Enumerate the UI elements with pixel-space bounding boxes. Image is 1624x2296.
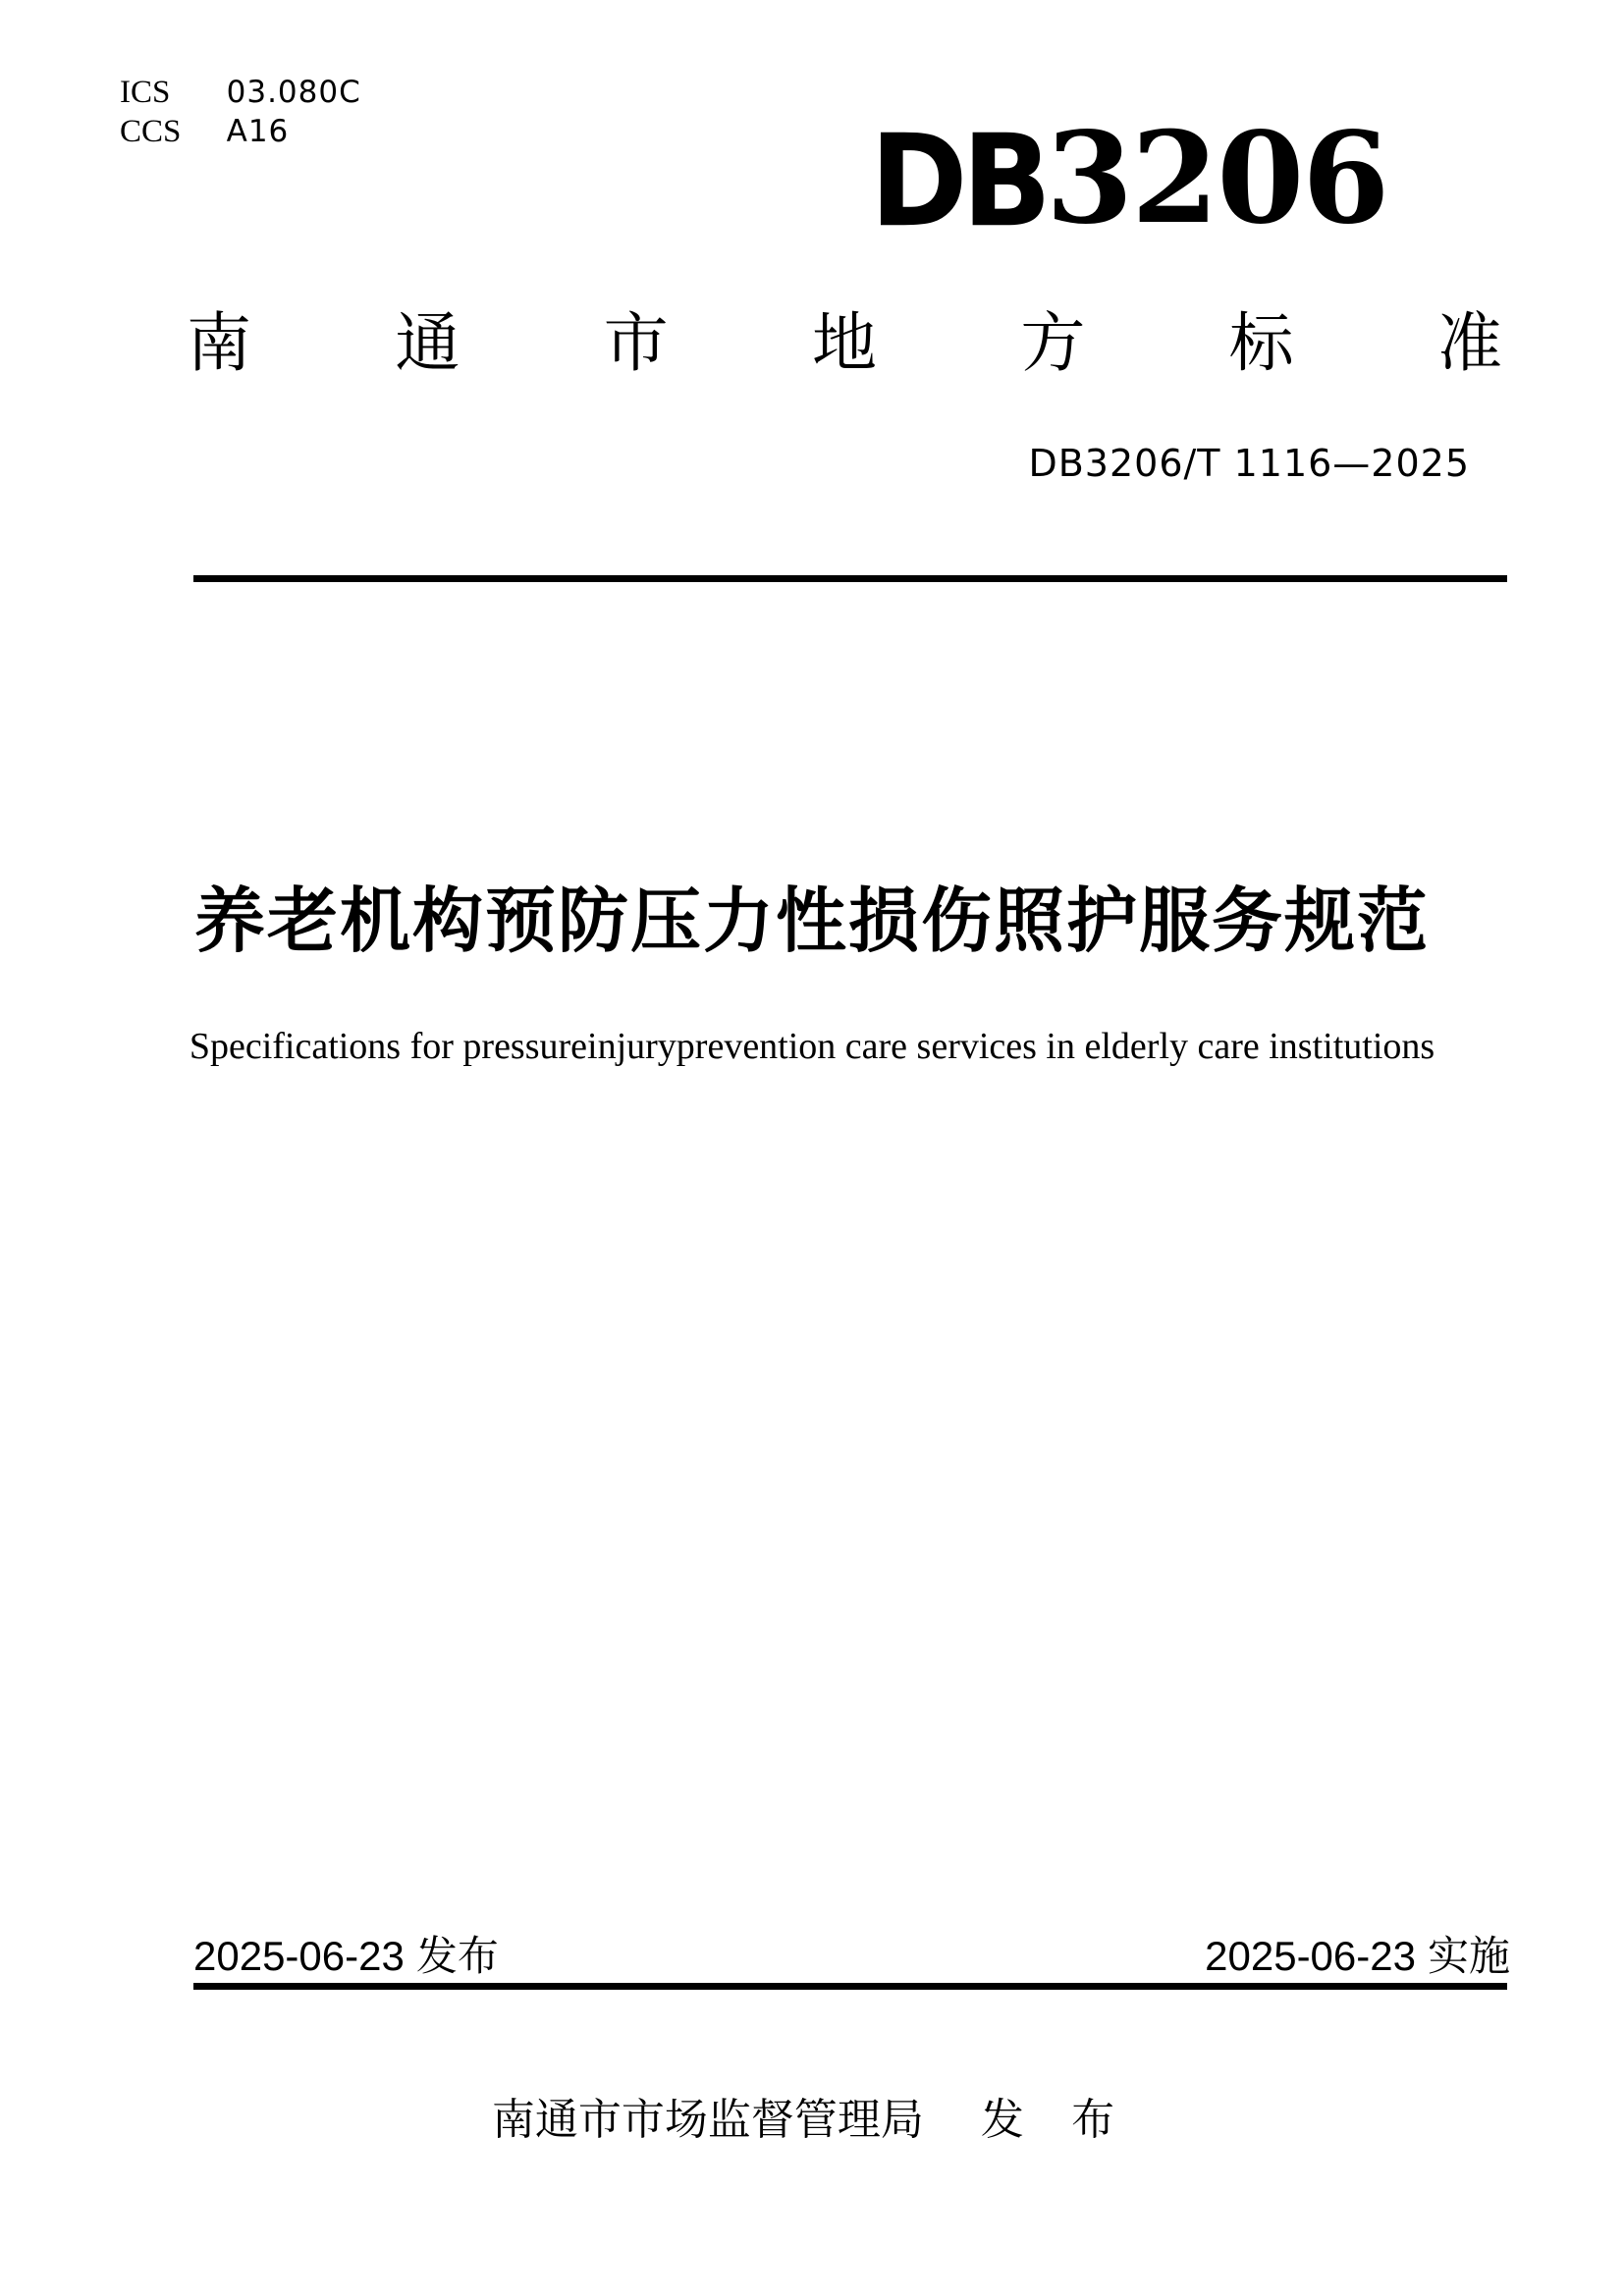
standard-type-char: 方: [1020, 308, 1086, 380]
publish-action-label: 发 布: [980, 2096, 1133, 2144]
issue-date-item: [193, 1933, 499, 1979]
bottom-rule-divider: [193, 1983, 1507, 1990]
ccs-code-row: [120, 112, 361, 151]
publisher-name: 南通市市场监督管理局: [491, 2096, 924, 2144]
db3206-logo: [870, 105, 1388, 256]
document-number: DB3206/T 1116—2025: [1028, 442, 1470, 485]
standard-type-char: 市: [603, 308, 669, 380]
ccs-value: A16: [226, 114, 290, 149]
implementation-date-item: [1205, 1933, 1510, 1979]
db3206-logo-prefix: DB: [870, 108, 1047, 256]
title-english: Specifications for pressureinjuryprevention care services in elderly care institutions: [189, 1026, 1435, 1067]
standard-type-char: 南: [187, 308, 251, 380]
ics-label: ICS: [120, 75, 171, 110]
standard-type-char: 地: [811, 308, 877, 380]
standard-type-heading: [187, 308, 1502, 380]
ics-code-row: [120, 73, 361, 112]
issue-date: 2025-06-23: [193, 1933, 405, 1979]
classification-codes: [120, 73, 361, 151]
db3206-logo-number: 3206: [1046, 105, 1388, 252]
dates-row: [193, 1933, 1510, 1979]
title-chinese: 养老机构预防压力性损伤照护服务规范: [193, 882, 1430, 961]
standard-type-char: 通: [395, 308, 460, 380]
issue-date-label: 发布: [415, 1933, 499, 1979]
implementation-date-label: 实施: [1427, 1933, 1510, 1979]
publisher-row: [154, 2096, 1470, 2144]
standard-type-char: 准: [1436, 308, 1502, 380]
top-rule-divider: [193, 575, 1507, 582]
ccs-label: CCS: [120, 114, 182, 149]
standard-type-char: 标: [1228, 308, 1294, 380]
ics-value: 03.080C: [226, 75, 361, 110]
implementation-date: 2025-06-23: [1205, 1933, 1416, 1979]
